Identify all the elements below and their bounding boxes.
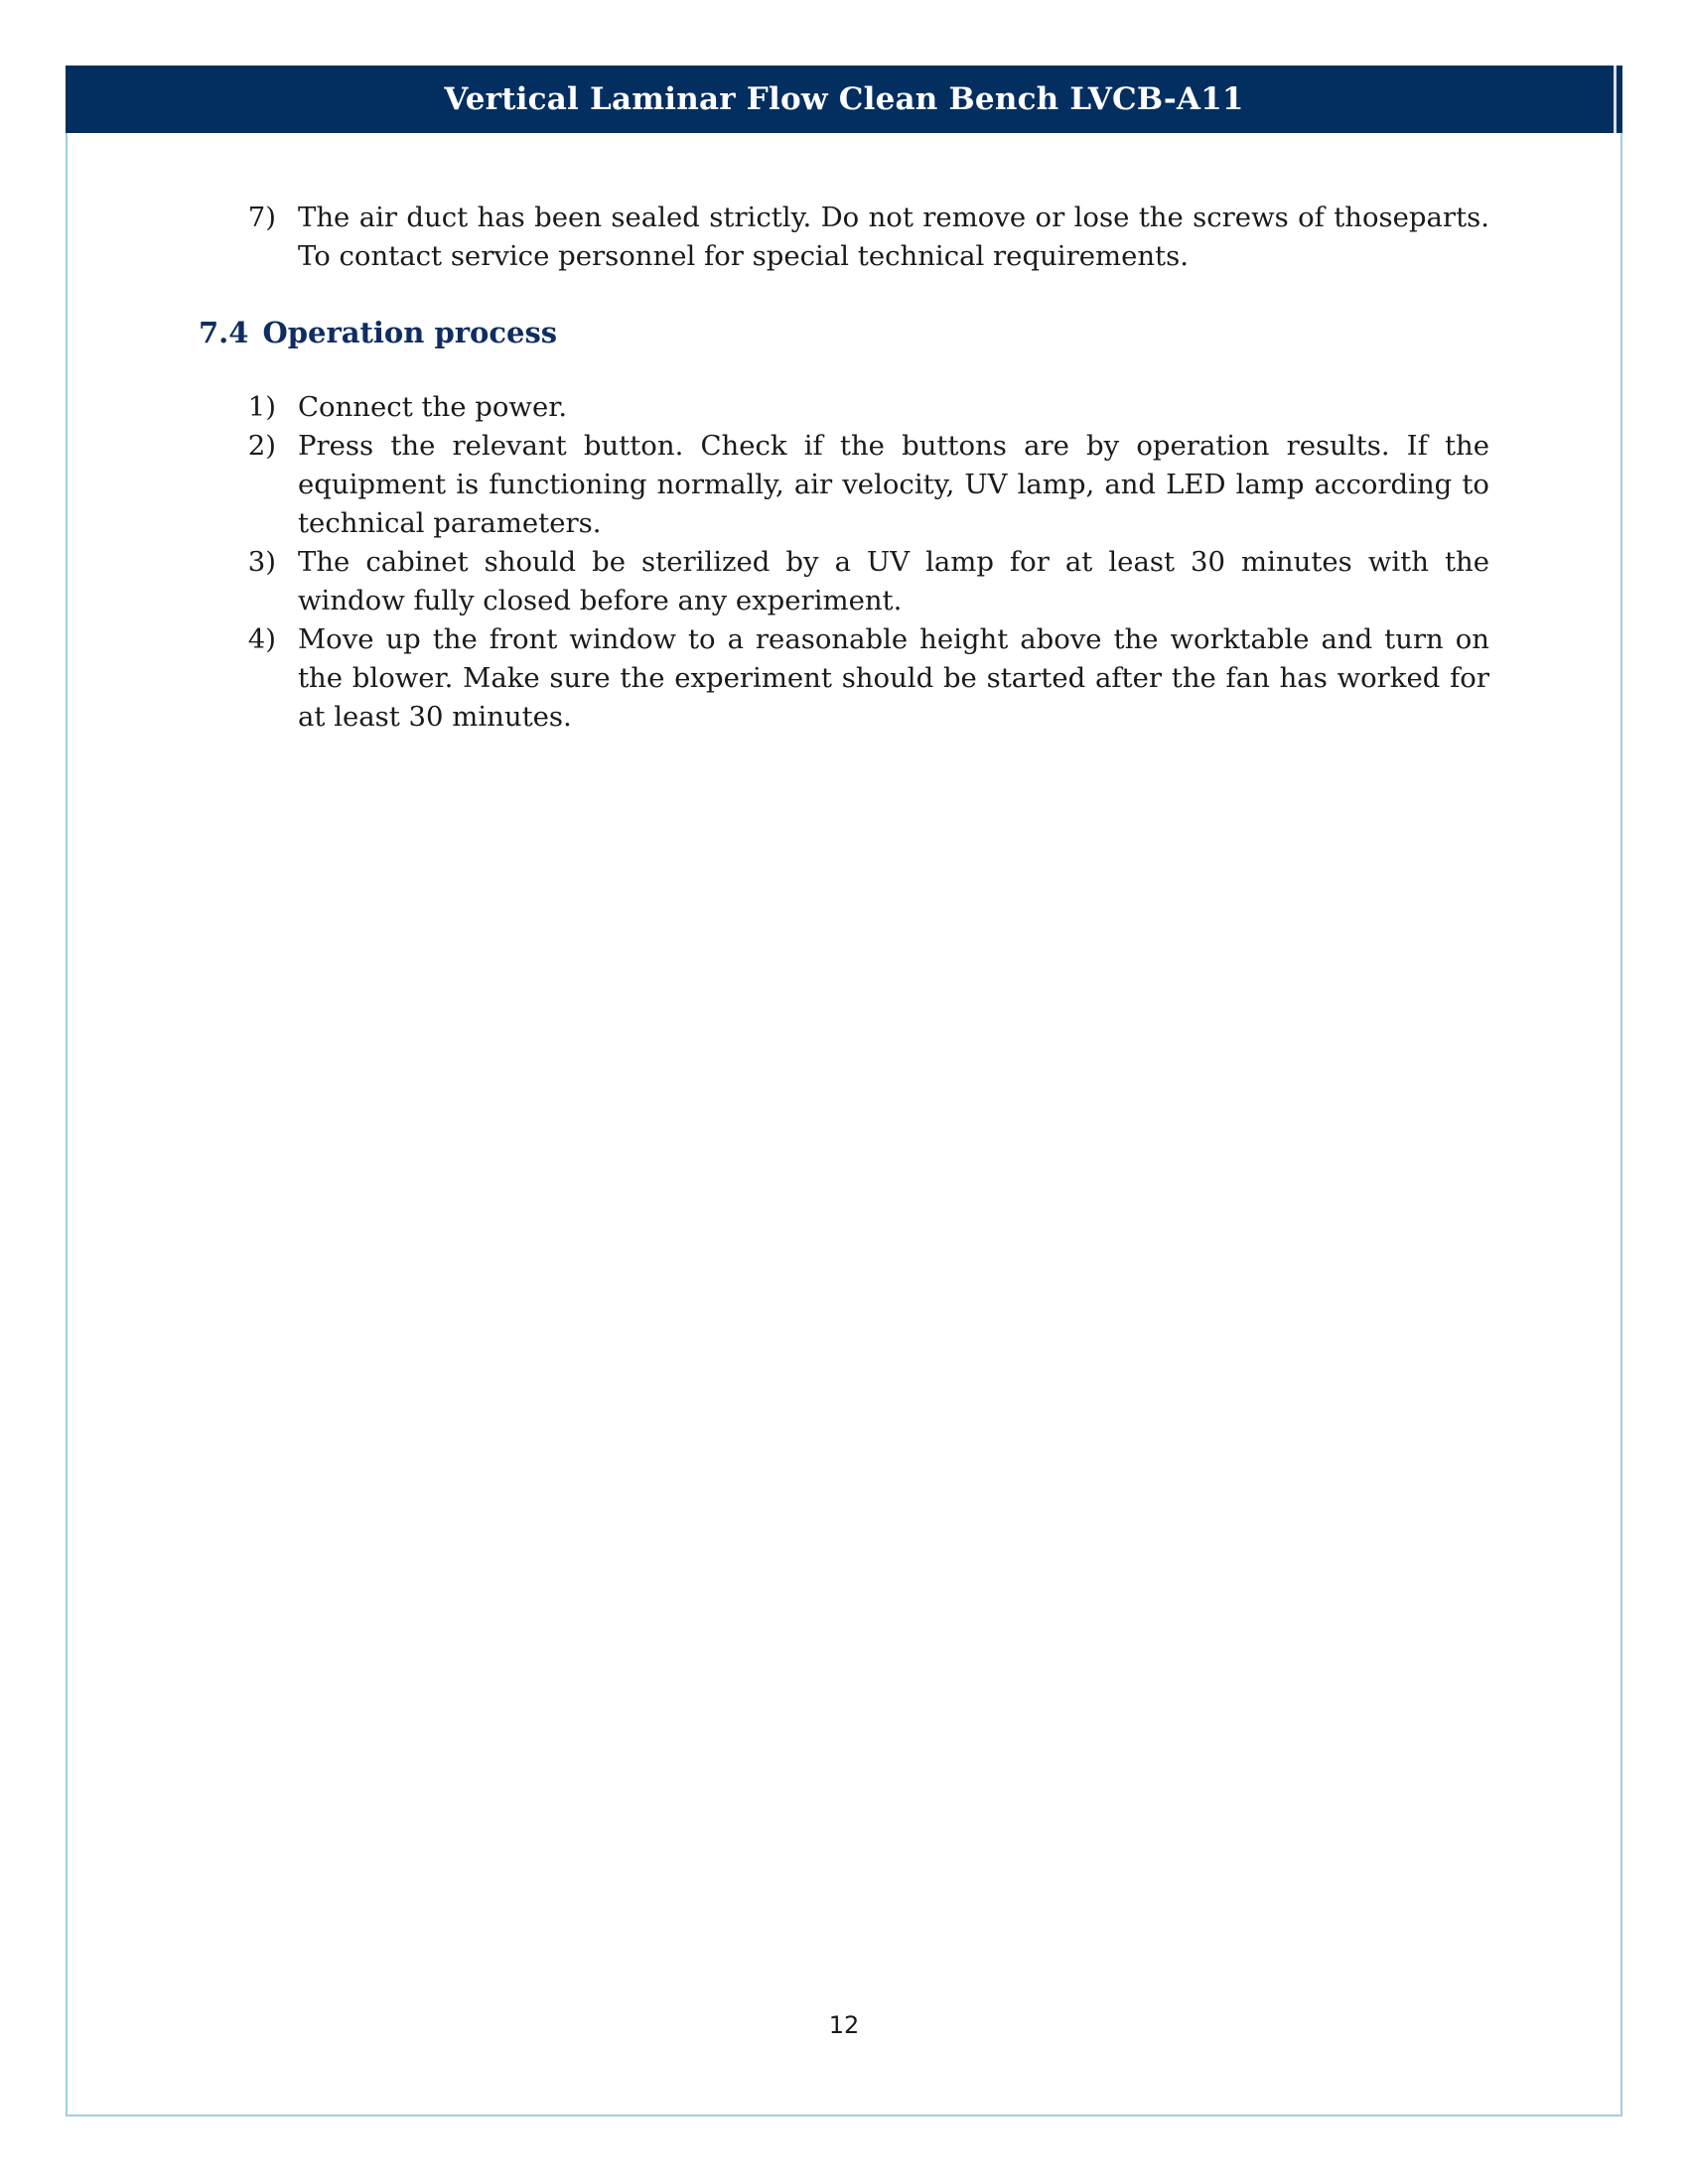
section-title: Operation process [262,316,558,349]
list-item [199,427,1489,543]
document-title: Vertical Laminar Flow Clean Bench LVCB-A11 [444,81,1244,117]
list-item [199,388,1489,427]
list-item-number: 2) [247,430,276,462]
continued-list [199,199,1489,276]
list-item-text: Move up the front window to a reasonable height above the worktable and turn on the blower. Make sure the experiment should be started after the fan has worked for at least 30 minutes. [298,623,1489,733]
page-content [199,199,1489,737]
list-item-number: 7) [247,202,276,233]
header-banner [66,66,1622,133]
list-item-text: Press the relevant button. Check if the buttons are by operation results. If the equipment is functioning normally, air velocity, UV lamp, and LED lamp according to technical parameters. [298,430,1489,539]
operation-steps-list [199,388,1489,737]
list-item [199,620,1489,737]
list-item-number: 4) [247,623,276,655]
section-number: 7.4 [199,316,249,349]
list-item-text: The cabinet should be sterilized by a UV lamp for at least 30 minutes with the window fully closed before any experiment. [298,546,1489,616]
list-item-number: 3) [247,546,276,578]
section-heading [199,313,1489,352]
list-item-text: Connect the power. [298,391,568,423]
list-item [199,543,1489,620]
list-item-text: The air duct has been sealed strictly. Do not remove or lose the screws of thoseparts. To contact service personnel for special technical requirements. [298,202,1489,272]
page-number: 12 [828,2011,860,2039]
list-item-number: 1) [247,391,276,423]
list-item [199,199,1489,276]
